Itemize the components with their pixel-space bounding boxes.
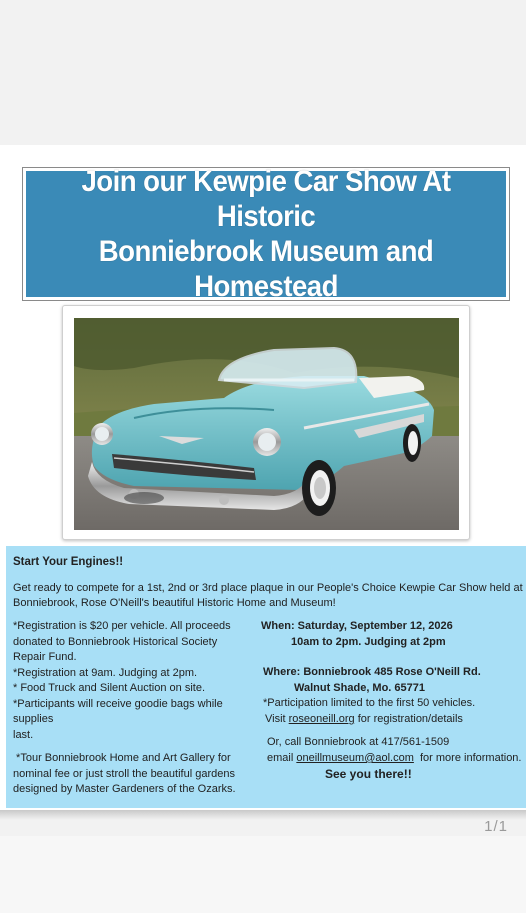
detail-line: Repair Fund. [13, 651, 77, 663]
detail-line: nominal fee or just stroll the beautiful gardens [13, 767, 235, 780]
classic-car-image [74, 318, 459, 530]
event-date: When: Saturday, September 12, 2026 [261, 620, 453, 632]
detail-line: last. [13, 728, 34, 741]
title-box [26, 165, 506, 303]
email-link[interactable]: oneillmuseum@aol.com [296, 752, 414, 764]
title-banner [22, 167, 510, 301]
page-shadow [0, 810, 526, 820]
title-line: Bonniebrook Museum and [98, 235, 434, 268]
viewer-top-area [0, 0, 526, 145]
detail-line: *Tour Bonniebrook Home and Art Gallery for [13, 752, 231, 764]
page-indicator: 1/1 [484, 818, 508, 835]
event-time: 10am to 2pm. Judging at 2pm [291, 636, 446, 648]
intro-text: Bonniebrook, Rose O'Neill's beautiful Historic Home and Museum! [13, 597, 336, 609]
email-line [267, 751, 521, 767]
closing-text: See you there!! [325, 767, 412, 781]
detail-line: *Participants will receive goodie bags while supplies [13, 697, 223, 725]
detail-line: designed by Master Gardeners of the Ozarks. [13, 783, 236, 795]
car-photo-frame [62, 305, 470, 540]
intro-text: Get ready to compete for a 1st, 2nd or 3rd place plaque in our People's Choice Kewpie Car Show held at [13, 582, 523, 594]
detail-line: *Registration is $20 per vehicle. All proceeds [13, 620, 231, 632]
document-page [0, 145, 526, 810]
title-line: Join our Kewpie Car Show At Historic [81, 165, 451, 233]
car-photo [74, 318, 459, 530]
email-suffix: for more information. [413, 752, 522, 764]
event-info-panel [6, 546, 526, 808]
visit-line [265, 712, 463, 728]
website-link[interactable]: roseoneill.org [288, 713, 355, 725]
title-line: Homestead [194, 270, 338, 303]
detail-line: *Registration at 9am. Judging at 2pm. [13, 666, 198, 679]
event-city: Walnut Shade, Mo. 65771 [294, 682, 426, 694]
viewer-bottom-area [0, 836, 526, 913]
visit-suffix: for registration/details [354, 713, 463, 725]
details-left-column [13, 619, 258, 798]
participation-limit: *Participation limited to the first 50 vehicles. [263, 697, 476, 709]
detail-line: donated to Bonniebrook Historical Society [13, 635, 218, 648]
call-line: Or, call Bonniebrook at 417/561-1509 [267, 736, 450, 748]
event-location: Where: Bonniebrook 485 Rose O'Neill Rd. [263, 666, 481, 678]
email-prefix: email [267, 752, 297, 764]
detail-line: * Food Truck and Silent Auction on site. [13, 682, 206, 694]
visit-prefix: Visit [265, 713, 289, 725]
section-heading: Start Your Engines!! [13, 556, 124, 568]
flyer-title [45, 164, 487, 304]
